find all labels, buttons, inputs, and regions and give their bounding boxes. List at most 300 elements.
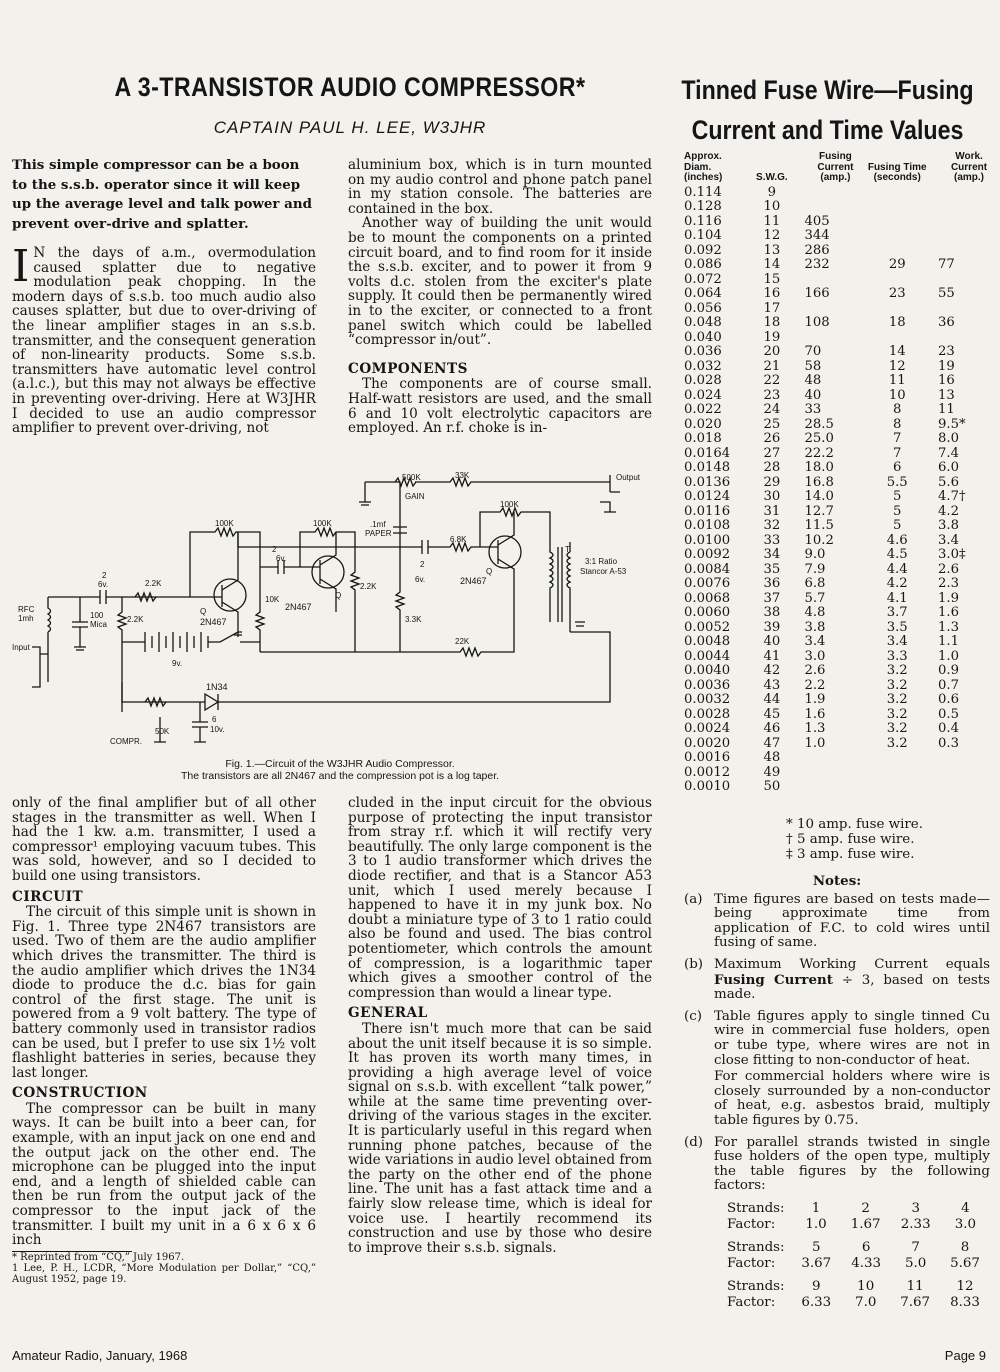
table-cell: [866, 766, 928, 781]
fuse-notes: [684, 874, 990, 1318]
construction-paragraph: The compressor can be built in many ways. It can be built into a beer can, for example, with an input jack on one end and the output jack on the other end. The microphone can be plugged into the input end, and a length of shielded cable can then be run from the output jack of the compressor to the input jack of the transmitter. I built my unit in a 6 x 6 x 6 inch: [12, 1100, 316, 1249]
table-cell: 286: [804, 242, 830, 258]
table-row: [684, 258, 1000, 273]
table-cell: 0.0100: [684, 532, 731, 548]
col2-paragraph-1: aluminium box, which is in turn mounted on my audio control and phone patch panel in my station console. The batteries are contained in the box.: [348, 157, 652, 217]
label-gain: GAIN: [405, 492, 425, 501]
label-50k: 50K: [155, 727, 170, 736]
label-q2: Q: [335, 591, 342, 600]
table-cell: 41: [763, 648, 781, 664]
table-cell: 3.8: [804, 619, 826, 635]
note-a-label: (a): [684, 891, 703, 907]
label-10k: 10K: [265, 595, 280, 604]
table-cell: 3.2: [886, 663, 908, 678]
footer-page-number: Page 9: [944, 1348, 986, 1363]
article-title: A 3-TRANSISTOR AUDIO COMPRESSOR*: [114, 72, 586, 102]
table-cell: 12.7: [804, 503, 834, 519]
table-cell: 0.6: [938, 692, 960, 707]
table-cell: 17: [763, 300, 781, 316]
table-cell: 1.1: [938, 634, 960, 649]
strands-row: [726, 1201, 990, 1218]
table-cell: 3.5: [886, 619, 908, 635]
footnote-1: * Reprinted from “CQ,” July 1967.: [12, 1251, 185, 1263]
table-cell: 3.2: [886, 677, 908, 693]
heading-components: COMPONENTS: [348, 360, 468, 377]
table-cell: 23: [938, 344, 955, 359]
fuse-table: [684, 152, 1000, 795]
col2-paragraph-2: Another way of building the unit would be to mount the components on a printed circuit board, and to find room for it inside the s.s.b. exciter, and to power it from 9 volts d.c. stolen from the exciter's plate supply. It could then be permanently wired in to the exciter, or connected to a front panel switch which could be labelled “compressor in/out”.: [348, 215, 652, 349]
table-cell: 5.5: [886, 474, 908, 490]
table-cell: 232: [804, 257, 830, 272]
table-cell: 7.9: [804, 561, 826, 577]
intro-text: N the days of a.m., overmodulation caused splatter due to negative modulation peak chopping. In the modern days of s.s.b. too much audio also causes splatter, but due to over-driving of the linear amplifier stages in an s.s.b. transmitter, and the consequent generation of non-linearity products. Some s.s.b. transmitters have automatic level control (a.l.c.), but this may not always be effective in preventing over-driving. Here at W3JHR I decided to use an audio compressor amplifier to prevent over-driving, not: [12, 245, 316, 437]
table-cell: 405: [804, 213, 830, 229]
label-battery: 9v.: [172, 659, 183, 668]
label-c2-c: 2: [420, 560, 425, 569]
table-cell: 26: [763, 431, 781, 446]
table-cell: 3.7: [886, 605, 908, 620]
table-cell: 36: [938, 315, 955, 330]
table-cell: 4.4: [886, 561, 908, 577]
article-byline: CAPTAIN PAUL H. LEE, W3JHR: [213, 118, 487, 137]
table-cell: 0.040: [684, 329, 722, 345]
table-row: [684, 360, 1000, 375]
table-cell: [928, 766, 1000, 781]
strands-factors: [726, 1201, 990, 1312]
note-c-2-text: For commercial holders where wire is closely surrounded by a non-conductor of heat, e.g. asbestos braid, multiply table figures by 0.75.: [714, 1069, 990, 1128]
table-cell: 0.0148: [684, 460, 731, 475]
heading-construction: CONSTRUCTION: [12, 1085, 148, 1102]
table-cell: 1.3: [938, 619, 960, 635]
column-2-top: [348, 158, 652, 436]
label-1mf: .1mf: [370, 520, 386, 529]
lead-paragraph: This simple compressor can be a boon to the s.s.b. operator since it will keep up the average level and talk power and prevent over-drive and splatter.: [12, 157, 312, 232]
factor-row: [726, 1217, 990, 1234]
table-cell: 30: [763, 489, 781, 504]
label-paper: PAPER: [365, 529, 392, 538]
table-row: [684, 374, 1000, 389]
table-cell: 0.0044: [684, 648, 731, 664]
table-cell: 7.4: [938, 445, 960, 461]
note-c-2: [684, 1070, 990, 1128]
table-cell: [866, 331, 928, 346]
table-cell: 10.2: [804, 532, 834, 548]
table-row: [684, 548, 1000, 563]
table-row: [684, 534, 1000, 549]
table-cell: 45: [763, 706, 781, 722]
label-2-2k-a: 2.2K: [145, 579, 162, 588]
label-c2-c-v: 6v.: [415, 575, 426, 584]
table-cell: 40: [763, 634, 781, 649]
table-cell: [866, 215, 928, 230]
table-cell: [928, 751, 1000, 766]
table-cell: 3.8: [938, 518, 960, 533]
table-row: [684, 606, 1000, 621]
table-row: [684, 751, 1000, 766]
table-cell: 1.0: [804, 735, 826, 751]
intro-paragraph: [12, 241, 316, 437]
strands-row: [726, 1279, 990, 1296]
table-cell: 3.4: [886, 634, 908, 649]
table-row: [684, 287, 1000, 302]
table-cell: 0.4: [938, 721, 960, 736]
legend-10a: * 10 amp. fuse wire.: [786, 817, 923, 832]
factor-label: Factor:: [727, 1217, 776, 1233]
table-cell: 1.3: [804, 721, 826, 736]
table-cell: [928, 273, 1000, 288]
table-cell: 6.0: [938, 460, 960, 475]
label-c2-b-v: 6v.: [276, 554, 287, 563]
col1-continued: only of the final amplifier but of all other stages in the transmitter as well. When I had the 1 kw. a.m. transmitter, I used a compressor¹ employing vacuum tubes. This was sold, however, and so I decided to build one using transistors.: [12, 795, 316, 884]
table-cell: 34: [763, 547, 781, 562]
strands-label: Strands:: [727, 1278, 785, 1294]
strand-count: 11: [906, 1278, 924, 1294]
table-cell: 0.9: [938, 663, 960, 678]
table-cell: 0.0084: [684, 561, 731, 577]
table-cell: 3.0: [804, 648, 826, 664]
label-2-2k-c: 2.2K: [360, 582, 377, 591]
table-cell: 0.022: [684, 402, 722, 417]
label-6-8k: 6.8K: [450, 535, 467, 544]
circuit-diagram: [10, 472, 646, 782]
table-row: [684, 766, 1000, 781]
table-cell: 9: [767, 184, 777, 200]
table-cell: 0.3: [938, 735, 960, 751]
table-cell: 18.0: [804, 460, 834, 475]
table-cell: 0.128: [684, 199, 722, 214]
label-500k: 500K: [402, 473, 421, 482]
table-cell: 4.7†: [938, 489, 966, 504]
table-cell: 22: [763, 373, 781, 388]
col-header-work-current: Work. Current (amp.): [950, 151, 988, 183]
table-cell: 3.3: [886, 648, 908, 664]
note-a: [684, 893, 990, 951]
footer-publication: Amateur Radio, January, 1968: [12, 1348, 188, 1363]
table-cell: 13: [938, 387, 955, 403]
table-cell: 8: [893, 416, 902, 432]
table-cell: 0.024: [684, 387, 722, 403]
table-row: [684, 563, 1000, 578]
table-cell: 42: [763, 663, 781, 678]
factor-value: 1.0: [805, 1217, 827, 1233]
table-cell: [866, 273, 928, 288]
table-cell: 25: [763, 416, 781, 432]
table-cell: 3.4: [804, 634, 826, 649]
table-cell: 5.7: [804, 590, 826, 606]
table-cell: 28: [763, 460, 781, 475]
table-row: [684, 650, 1000, 665]
table-cell: 0.0036: [684, 677, 731, 693]
label-c6: 6: [212, 715, 217, 724]
note-a-text: Time figures are based on tests made—being approximate time from application of F.C. to cold wires until fusing of same.: [714, 891, 990, 951]
table-cell: [928, 302, 1000, 317]
factor-label: Factor:: [727, 1295, 776, 1311]
heading-circuit: CIRCUIT: [12, 888, 84, 905]
table-row: [684, 403, 1000, 418]
table-cell: 14: [888, 344, 906, 359]
label-rfc-mh: 1mh: [18, 614, 34, 623]
table-cell: [866, 229, 928, 244]
circuit-paragraph: The circuit of this simple unit is shown in Fig. 1. Three type 2N467 transistors are used. Two of them are the audio amplifier which drives the transmitter. The third is the audio amplifier which drives the 1N34 diode to produce the d.c. bias for gain control of the first stage. The unit is powered from a 9 volt battery. The type of battery commonly used in transistor radios can be used, but I prefer to use six 1½ volt flashlight batteries in series, because they last longer.: [12, 904, 316, 1081]
table-cell: 2.6: [938, 561, 960, 577]
table-row: [684, 244, 1000, 259]
strand-group: [726, 1240, 990, 1273]
table-cell: 0.018: [684, 431, 722, 446]
table-cell: [928, 780, 1000, 795]
note-b-post: ÷ 3, based on tests made.: [714, 972, 990, 1003]
table-cell: 11: [938, 402, 955, 417]
table-row: [684, 519, 1000, 534]
table-cell: 0.7: [938, 677, 960, 693]
col2-continued: cluded in the input circuit for the obvious purpose of protecting the input transistor from stray r.f. which it will rectify very beautifully. The only large component is the 3 to 1 audio transformer which drives the diode rectifier, and that is a Stancor A53 unit, which I used merely because I happened to have it in my junk box. No doubt a miniature type of 3 to 1 ratio could also be found and used. The bias control potentiometer, which controls the amount of compression, is a logarithmic taper which gives a smoother control of the compression than would a linear type.: [348, 795, 652, 1001]
table-cell: 15: [763, 271, 781, 287]
heading-general: GENERAL: [348, 1005, 428, 1022]
label-c2-a-v: 6v.: [98, 580, 109, 589]
table-cell: 0.0016: [684, 750, 731, 765]
strand-group: [726, 1279, 990, 1312]
label-100k-a: 100K: [215, 519, 234, 528]
label-t1: T: [565, 545, 570, 554]
table-cell: 1.9: [804, 692, 826, 707]
table-cell: 3.2: [886, 692, 908, 707]
table-cell: 16: [938, 373, 955, 388]
table-cell: 4.6: [886, 532, 908, 548]
table-row: [684, 693, 1000, 708]
table-cell: 29: [888, 257, 906, 272]
table-cell: 9.5*: [938, 416, 966, 432]
table-cell: 4.8: [804, 605, 826, 620]
table-cell: 0.0116: [684, 503, 731, 519]
table-cell: [928, 331, 1000, 346]
table-cell: 1.6: [804, 706, 826, 722]
fuse-table-title: [679, 70, 976, 150]
table-cell: 0.028: [684, 373, 722, 388]
table-cell: [796, 766, 866, 781]
table-cell: 40: [804, 387, 822, 403]
table-cell: 0.0024: [684, 721, 731, 736]
col-header-fusing-current: Fusing Current (amp.): [817, 151, 854, 183]
table-cell: 49: [763, 764, 781, 780]
factor-value: 1.67: [850, 1217, 881, 1233]
footnote-2: 1 Lee, P. H., LCDR, “More Modulation per Dollar,” “CQ,” August 1952, page 19.: [12, 1262, 316, 1285]
factor-value: 2.33: [900, 1217, 931, 1233]
label-c10v: 10v.: [210, 725, 225, 734]
label-output: Output: [616, 473, 641, 482]
col-header-fusing-time: Fusing Time (seconds): [867, 161, 927, 183]
table-cell: 0.0048: [684, 634, 731, 649]
label-c2-b: 2: [272, 545, 277, 554]
table-cell: 8: [893, 402, 902, 417]
table-cell: 35: [763, 561, 781, 577]
table-cell: 108: [804, 315, 830, 330]
label-100k-b: 100K: [313, 519, 332, 528]
table-row: [684, 664, 1000, 679]
table-cell: 38: [763, 605, 781, 620]
table-cell: [928, 200, 1000, 215]
table-cell: 10: [763, 199, 781, 214]
label-22k: 22K: [455, 637, 470, 646]
note-d-text: For parallel strands twisted in single fuse holders of the open type, multiply the table figures by the following factors:: [714, 1134, 990, 1194]
table-cell: 4.2: [886, 576, 908, 591]
factor-row: [726, 1256, 990, 1273]
label-stancor: Stancor A-53: [580, 567, 627, 576]
table-cell: 3.2: [886, 706, 908, 722]
table-cell: 50: [763, 779, 781, 794]
table-cell: 0.0164: [684, 445, 731, 461]
table-cell: 0.116: [684, 213, 722, 229]
legend-3a: ‡ 3 amp. fuse wire.: [786, 846, 915, 862]
table-cell: [796, 273, 866, 288]
note-d: [684, 1136, 990, 1194]
table-cell: 16.8: [804, 474, 834, 490]
table-cell: [866, 751, 928, 766]
label-tr3: 2N467: [460, 576, 487, 586]
table-cell: [928, 229, 1000, 244]
table-row: [684, 592, 1000, 607]
factor-row: [726, 1295, 990, 1312]
table-cell: 5: [893, 518, 902, 533]
strands-label: Strands:: [727, 1239, 785, 1255]
table-cell: 36: [763, 576, 781, 591]
table-cell: [928, 215, 1000, 230]
strand-count: 3: [911, 1200, 920, 1216]
table-cell: 33: [804, 402, 822, 417]
factor-value: 7.0: [855, 1295, 877, 1311]
label-100: 100: [90, 611, 104, 620]
label-q1: Q: [200, 607, 207, 616]
table-cell: 70: [804, 344, 822, 359]
strand-count: 12: [956, 1278, 974, 1294]
label-q3: Q: [486, 567, 493, 576]
strands-label: Strands:: [727, 1200, 785, 1216]
general-paragraph: There isn't much more that can be said about the unit itself because it is so simple. It has proven its worth many times, in providing a high average level of voice signal on s.s.b. with excellent “talk power,” while at the same time preventing over-driving of the various stages in the exciter. It is particularly useful in this regard when running phone patches, because of the wide variations in audio level obtained from the party on the other end of the phone line. The unit has a fast attack time and a fairly slow release time, which is ideal for voice use. I heartily recommend its construction and use by those who desire to improve their s.s.b. signals.: [348, 1020, 652, 1256]
fuse-title-line-1: Tinned Fuse Wire—Fusing: [681, 75, 974, 105]
table-cell: 0.104: [684, 228, 722, 243]
table-cell: 55: [938, 286, 955, 301]
table-cell: 19: [763, 329, 781, 345]
table-cell: 23: [763, 387, 781, 403]
label-100k-c: 100K: [500, 500, 519, 509]
table-cell: 0.0028: [684, 706, 731, 722]
table-cell: 0.0052: [684, 619, 731, 635]
table-cell: 2.3: [938, 576, 960, 591]
note-b-label: (b): [684, 956, 704, 972]
label-input: Input: [12, 643, 30, 652]
column-1-top: [12, 156, 316, 436]
table-row: [684, 316, 1000, 331]
table-cell: 0.086: [684, 257, 722, 272]
table-cell: 0.092: [684, 242, 722, 258]
caption-line-1: Fig. 1.—Circuit of the W3JHR Audio Compressor.: [225, 758, 455, 770]
table-cell: 1.6: [938, 605, 960, 620]
caption-line-2: The transistors are all 2N467 and the compression pot is a log taper.: [180, 770, 500, 782]
table-cell: [796, 780, 866, 795]
table-cell: 22.2: [804, 445, 834, 461]
col-header-diam: Approx. Diam. (inches): [684, 151, 723, 183]
note-c: [684, 1010, 990, 1068]
label-ratio: 3:1 Ratio: [585, 557, 618, 566]
notes-title: Notes:: [812, 873, 862, 889]
table-cell: 1.0: [938, 648, 960, 664]
table-cell: 29: [763, 474, 781, 490]
table-cell: 0.5: [938, 706, 960, 722]
table-row: [684, 679, 1000, 694]
table-cell: 5: [893, 503, 902, 519]
strand-count: 1: [811, 1200, 821, 1216]
table-row: [684, 302, 1000, 317]
table-cell: 5: [893, 489, 902, 504]
label-2-2k-b: 2.2K: [127, 615, 144, 624]
table-cell: 20: [763, 344, 781, 359]
table-cell: 0.064: [684, 286, 722, 301]
table-cell: [796, 751, 866, 766]
factor-value: 3.0: [954, 1217, 977, 1233]
table-cell: 14.0: [804, 489, 834, 504]
label-tr1: 2N467: [200, 617, 227, 627]
table-row: [684, 331, 1000, 346]
strand-count: 2: [861, 1200, 870, 1216]
label-compr: COMPR.: [110, 737, 142, 746]
table-cell: 8.0: [938, 431, 960, 446]
table-cell: 31: [763, 503, 781, 519]
table-cell: 43: [763, 677, 781, 693]
note-b-text: [714, 958, 990, 1003]
table-cell: 0.048: [684, 315, 722, 330]
table-cell: 5.6: [938, 474, 960, 490]
table-cell: 3.2: [886, 735, 908, 751]
label-mica: Mica: [90, 620, 107, 629]
legend-5a: † 5 amp. fuse wire.: [786, 831, 915, 847]
table-cell: 3.2: [886, 721, 908, 736]
table-cell: [866, 780, 928, 795]
table-cell: 28.5: [804, 416, 834, 432]
table-cell: [796, 200, 866, 215]
table-cell: 2.6: [804, 663, 826, 678]
table-row: [684, 229, 1000, 244]
table-cell: [866, 302, 928, 317]
fuse-title-line-2: Current and Time Values: [691, 115, 964, 145]
table-cell: 166: [804, 286, 830, 301]
table-cell: 32: [763, 518, 781, 533]
strand-count: 10: [857, 1278, 875, 1294]
table-row: [684, 447, 1000, 462]
table-cell: 44: [763, 692, 781, 707]
table-row: [684, 186, 1000, 201]
table-row: [684, 621, 1000, 636]
table-cell: 16: [763, 286, 781, 301]
table-cell: [796, 331, 866, 346]
label-tr2: 2N467: [285, 602, 312, 612]
fuse-legend: [786, 818, 923, 862]
factor-value: 7.67: [900, 1295, 931, 1311]
table-row: [684, 389, 1000, 404]
table-cell: 48: [763, 750, 781, 765]
table-cell: 0.0068: [684, 590, 731, 606]
strand-count: 6: [861, 1239, 871, 1255]
label-3-3k: 3.3K: [405, 615, 422, 624]
label-33k: 33K: [455, 472, 470, 480]
table-row: [684, 635, 1000, 650]
table-cell: 2.2: [804, 677, 826, 693]
table-row: [684, 345, 1000, 360]
table-cell: 18: [763, 315, 781, 330]
strand-count: 4: [961, 1200, 970, 1216]
label-rfc: RFC: [18, 605, 35, 614]
table-cell: 7: [893, 431, 902, 446]
table-cell: 0.0010: [684, 779, 731, 794]
table-cell: 58: [804, 358, 822, 374]
table-cell: 344: [804, 228, 830, 243]
